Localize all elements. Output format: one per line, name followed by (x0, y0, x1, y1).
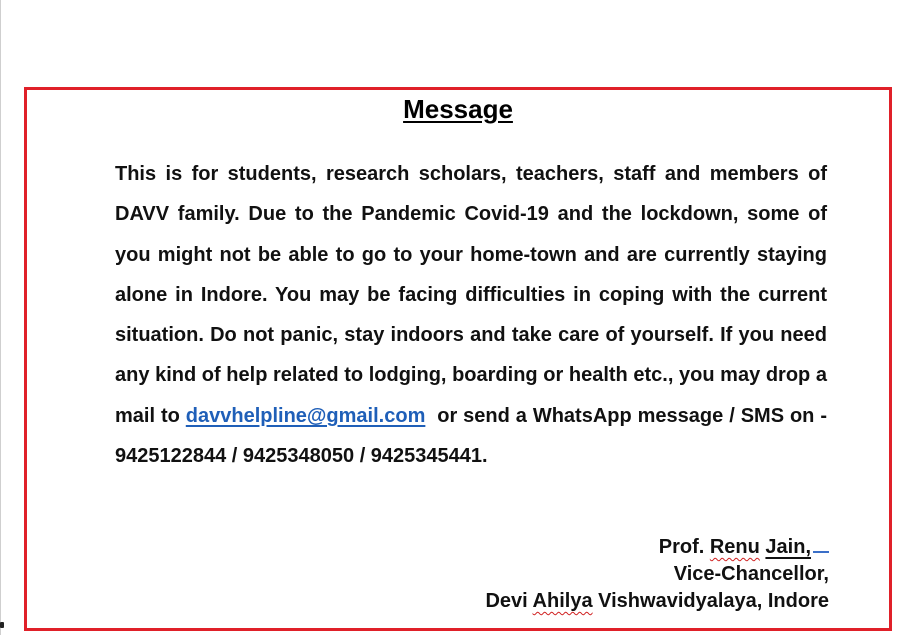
helpline-email-link[interactable]: davvhelpline@gmail.com (185, 404, 426, 427)
body-text-after-email: or send a WhatsApp message / SMS on - 9425122844 / 9425348050 / 9425345441. (115, 404, 827, 468)
stray-mark (0, 622, 4, 628)
signatory-name (485, 534, 829, 561)
underline-trail (813, 551, 829, 553)
name-prefix: Prof. (658, 536, 705, 558)
signature-block (485, 534, 829, 615)
org-rest: Vishwavidyalaya, Indore (598, 590, 829, 612)
page-left-edge-line (0, 0, 1, 635)
name-last: Jain, (765, 536, 811, 558)
signatory-designation: Vice-Chancellor, (673, 563, 829, 585)
name-first: Renu (709, 536, 760, 558)
org-first: Devi (485, 590, 528, 612)
message-frame (24, 87, 892, 631)
signatory-organization (485, 588, 829, 615)
message-title: Message (403, 94, 513, 124)
body-text-before-email: This is for students, research scholars, teachers, staff and members of DAVV family. Due to the Pandemic Covid-19 and the lockdown, some of you might not be able to go to your home-town and are currently staying alone in Indore. You may be facing difficulties in coping with the current situation. Do not panic, stay indoors and take care of yourself. If you need any kind of help related to lodging, boarding or health etc., you may drop a mail to (115, 163, 827, 427)
org-middle: Ahilya (532, 590, 593, 612)
message-body (115, 154, 827, 476)
